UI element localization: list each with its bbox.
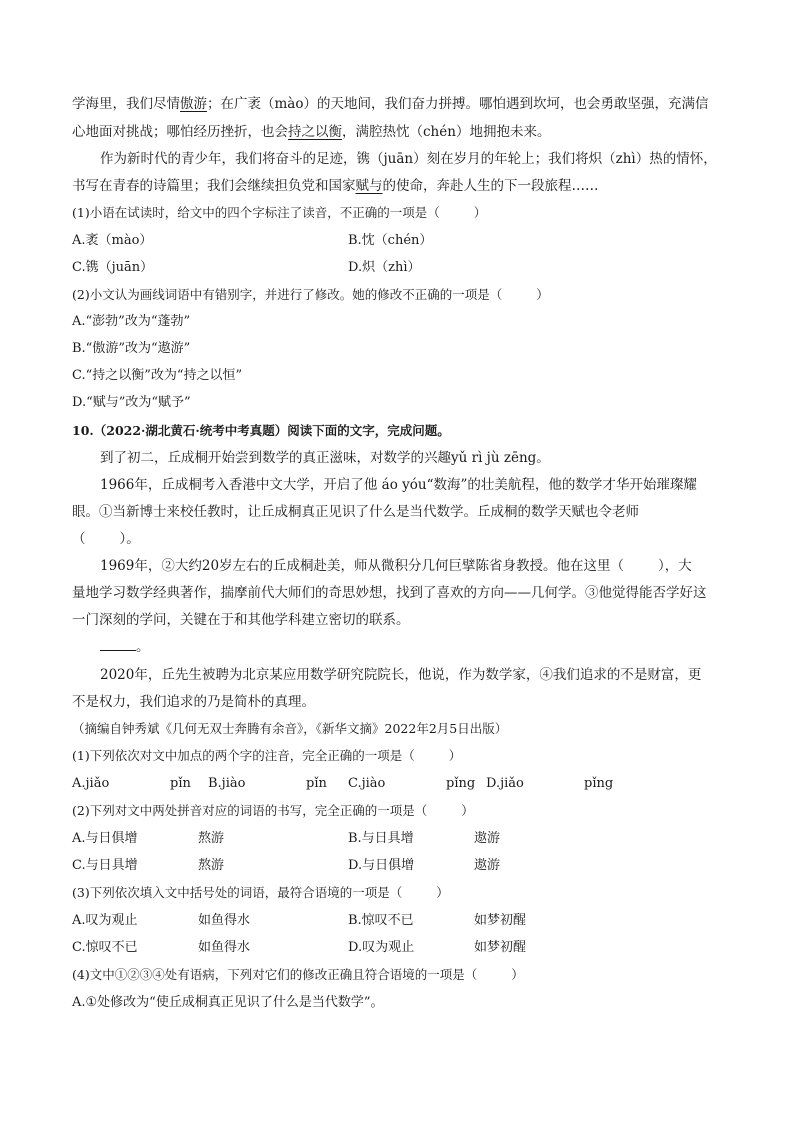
q10-sub3-option-a-2: 如鱼得水	[198, 913, 251, 928]
q10-sub2-option-b-2: 遨游	[474, 831, 501, 846]
q10-heading: 10.（2022·湖北黄石·统考中考真题）阅读下面的文字，完成问题。	[72, 423, 450, 438]
q9-sub2-option-a[interactable]: A.“澎勃”改为“蓬勃”	[72, 314, 191, 329]
q10-sub3-option-b-2: 如梦初醒	[474, 913, 527, 928]
q10-sub1-option-a-2: pǐn	[170, 776, 191, 791]
q9-sub2-option-d[interactable]: D.“赋与”改为“赋予”	[72, 395, 191, 410]
intro-line-3: 作为新时代的青少年，我们将奋斗的足迹，镌（juān）刻在岁月的年轮上；我们将炽（zhì）热的情怀，	[100, 151, 717, 167]
q10-sub1-option-c[interactable]: C.jiào	[348, 776, 386, 791]
q10-para-5-line-1: 2020年，丘先生被聘为北京某应用数学研究院院长，他说，作为数学家，④我们追求的不是财富，更	[100, 667, 702, 683]
q10-sub3-option-a[interactable]: A.叹为观止	[72, 913, 138, 928]
intro-line-1: 学海里，我们尽情傲游；在广袤（mào）的天地间，我们奋力拼搏。哪怕遇到坎坷，也会勇敢坚强，充满信	[72, 96, 709, 112]
q9-sub1-stem: (1)小语在试读时，给文中的四个字标注了读音，不正确的一项是（ ）	[72, 205, 487, 220]
q10-para-2-line-1: 1966年，丘成桐考入香港中文大学，开启了他 áo yóu“数海”的壮美航程，他的数学才华开始璀璨耀	[100, 477, 697, 493]
intro-line-2: 心地面对挑战；哪怕经历挫折，也会持之以衡，满腔热忱（chén）地拥抱未来。	[72, 124, 551, 140]
q10-sub1-option-b[interactable]: B.jiào	[208, 776, 246, 791]
q10-sub2-option-c[interactable]: C.与日具增	[72, 858, 138, 873]
q10-sub3-option-c[interactable]: C.惊叹不已	[72, 940, 138, 955]
q10-para-4-blank: 。	[100, 638, 150, 656]
q10-sub4-option-a[interactable]: A.①处修改为“使丘成桐真正见识了什么是当代数学”。	[72, 995, 384, 1010]
q10-sub3-option-c-2: 如鱼得水	[198, 940, 251, 955]
q10-sub3-option-b[interactable]: B.惊叹不已	[348, 913, 414, 928]
underlined-word: 持之以衡	[288, 124, 342, 140]
q9-sub1-option-c[interactable]: C.镌（juān）	[72, 260, 154, 275]
fill-in-line	[100, 638, 136, 651]
q9-sub1-option-d[interactable]: D.炽（zhì）	[348, 260, 421, 275]
q10-sub1-option-a[interactable]: A.jiǎo	[72, 776, 110, 791]
underlined-word: 赋与	[355, 178, 383, 194]
q10-para-5-line-2: 不是权力，我们追求的乃是简朴的真理。	[72, 694, 315, 710]
q10-sub2-option-a[interactable]: A.与日俱增	[72, 831, 138, 846]
q10-sub1-option-d[interactable]: D.jiǎo	[486, 776, 524, 791]
q10-source: （摘编自钟秀斌《几何无双士奔腾有余音》，《新华文摘》2022年2月5日出版）	[72, 721, 508, 736]
q10-sub3-option-d-2: 如梦初醒	[474, 940, 527, 955]
q10-sub1-option-d-2: pǐng	[584, 776, 614, 791]
q10-sub2-option-a-2: 熬游	[198, 831, 225, 846]
q10-para-2-line-2: 眼。①当新博士来校任教时，让丘成桐真正见识了什么是当代数学。丘成桐的数学天赋也令老师	[72, 504, 639, 520]
q9-sub2-option-c[interactable]: C.“持之以衡”改为“持之以恒”	[72, 368, 243, 383]
q10-sub1-option-c-2: pǐng	[446, 776, 476, 791]
q10-para-3-line-1: 1969年，②大约20岁左右的丘成桐赴美，师从微积分几何巨擘陈省身教授。他在这里（ ），大	[100, 558, 692, 574]
q10-sub2-option-b[interactable]: B.与日具增	[348, 831, 414, 846]
q10-sub2-stem: (2)下列对文中两处拼音对应的词语的书写，完全正确的一项是（ ）	[72, 803, 474, 818]
q10-sub2-option-d[interactable]: D.与日俱增	[348, 858, 415, 873]
q9-sub1-option-a[interactable]: A.袤（mào）	[72, 233, 153, 248]
q10-para-3-line-3: 一门深刻的学问，关键在于和其他学科建立密切的联系。	[72, 612, 410, 628]
q10-para-1: 到了初二，丘成桐开始尝到数学的真正滋味，对数学的兴趣yǔ rì jù zēng。	[100, 450, 550, 466]
q9-sub2-stem: (2)小文认为画线词语中有错别字，并进行了修改。她的修改不正确的一项是（ ）	[72, 287, 549, 302]
q10-para-3-line-2: 量地学习数学经典著作，揣摩前代大师们的奇思妙想，找到了喜欢的方向——几何学。③他觉得能否学好这	[72, 585, 707, 601]
q10-sub2-option-c-2: 熬游	[198, 858, 225, 873]
intro-line-4: 书写在青春的诗篇里；我们会继续担负党和国家赋与的使命，奔赴人生的下一段旅程……	[72, 178, 599, 194]
q9-sub2-option-b[interactable]: B.“傲游”改为“遨游”	[72, 341, 191, 356]
q10-sub4-stem: (4)文中①②③④处有语病，下列对它们的修改正确且符合语境的一项是（ ）	[72, 967, 524, 982]
q10-sub3-option-d[interactable]: D.叹为观止	[348, 940, 415, 955]
q9-sub1-option-b[interactable]: B.忱（chén）	[348, 233, 433, 248]
q10-sub2-option-d-2: 遨游	[474, 858, 501, 873]
underlined-word: 傲游	[180, 96, 207, 112]
q10-para-2-line-3: （ ）。	[72, 531, 140, 547]
q10-sub1-option-b-2: pǐn	[306, 776, 327, 791]
q10-sub1-stem: (1)下列依次对文中加点的两个字的注音，完全正确的一项是（ ）	[72, 748, 462, 763]
q10-sub3-stem: (3)下列依次填入文中括号处的词语，最符合语境的一项是（ ）	[72, 885, 449, 900]
